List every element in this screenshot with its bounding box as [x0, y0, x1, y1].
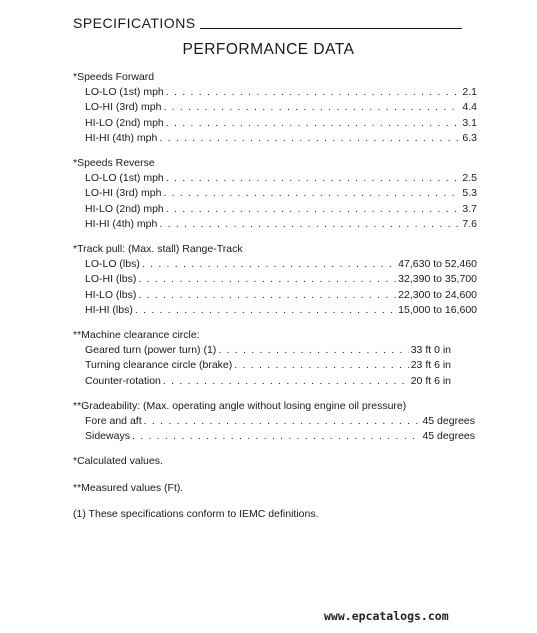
- row-label: HI-HI (4th) mph: [85, 217, 158, 230]
- spec-row: [73, 202, 477, 217]
- row-value: 2.5: [462, 172, 477, 185]
- footnote-iemc: (1) These specifications conform to IEMC definitions.: [73, 507, 319, 520]
- spec-row: [73, 429, 475, 444]
- footnote-calculated: *Calculated values.: [73, 455, 163, 468]
- section-heading: *Speeds Forward: [73, 71, 155, 83]
- section-heading: *Track pull: (Max. stall) Range-Track: [73, 243, 243, 256]
- row-label: Counter-rotation: [85, 374, 161, 387]
- row-label: LO-HI (3rd) mph: [85, 187, 162, 200]
- spec-row: [73, 186, 477, 201]
- row-label: HI-LO (2nd) mph: [85, 116, 164, 129]
- spec-row: [73, 272, 477, 287]
- row-label: HI-HI (lbs): [85, 303, 133, 316]
- spec-row: [73, 257, 477, 272]
- row-label: Fore and aft: [85, 415, 142, 428]
- spec-row: [73, 131, 477, 146]
- row-label: Turning clearance circle (brake): [85, 359, 233, 372]
- section-heading: **Gradeability: (Max. operating angle without losing engine oil pressure): [73, 399, 407, 412]
- spec-row: [73, 116, 477, 131]
- dot-leader: [138, 288, 396, 303]
- watermark: www.epcatalogs.com: [324, 609, 449, 623]
- footnote-measured: **Measured values (Ft).: [73, 481, 184, 494]
- spec-row: [73, 171, 477, 186]
- spec-row: [73, 217, 477, 232]
- dot-leader: [132, 429, 421, 444]
- spec-row: [73, 85, 477, 100]
- dot-leader: [163, 186, 460, 201]
- spec-row: [73, 374, 451, 389]
- dot-leader: [159, 217, 460, 232]
- row-value: 4.4: [462, 101, 477, 114]
- spec-row: [73, 414, 475, 429]
- dot-leader: [142, 257, 396, 272]
- dot-leader: [138, 272, 396, 287]
- row-value: 45 degrees: [422, 415, 475, 428]
- dot-leader: [166, 202, 461, 217]
- spec-row: [73, 303, 477, 318]
- dot-leader: [159, 131, 460, 146]
- section-header: SPECIFICATIONS: [73, 15, 196, 31]
- row-value: 20 ft 6 in: [410, 374, 451, 387]
- gradeability-section: [73, 399, 473, 445]
- dot-leader: [166, 171, 461, 186]
- row-label: Sideways: [85, 430, 130, 443]
- speeds-reverse-section: [73, 156, 477, 232]
- spec-row: [73, 358, 451, 373]
- spec-sections: [73, 70, 477, 533]
- row-value: 2.1: [462, 86, 477, 99]
- row-label: HI-LO (2nd) mph: [85, 202, 164, 215]
- section-heading: *Speeds Reverse: [73, 157, 155, 170]
- row-value: 45 degrees: [422, 430, 475, 443]
- dot-leader: [163, 100, 460, 115]
- row-label: LO-LO (1st) mph: [85, 86, 164, 99]
- row-value: 23 ft 6 in: [410, 359, 451, 372]
- spec-row: [73, 288, 477, 303]
- row-value: 47,630 to 52,460: [398, 258, 477, 271]
- row-label: Geared turn (power turn) (1): [85, 344, 217, 357]
- track-pull-section: [73, 242, 477, 318]
- row-value: 3.1: [462, 116, 477, 129]
- dot-leader: [144, 414, 421, 429]
- dot-leader: [163, 374, 409, 389]
- row-label: HI-LO (lbs): [85, 288, 137, 301]
- dot-leader: [135, 303, 396, 318]
- dot-leader: [218, 343, 408, 358]
- row-value: 15,000 to 16,600: [398, 303, 477, 316]
- clearance-circle-section: [73, 328, 473, 389]
- row-value: 22,300 to 24,600: [398, 288, 477, 301]
- header-rule: [200, 28, 462, 29]
- speeds-forward-section: [73, 70, 477, 146]
- row-value: 3.7: [462, 202, 477, 215]
- row-value: 5.3: [462, 187, 477, 200]
- row-label: LO-LO (lbs): [85, 258, 140, 271]
- dot-leader: [166, 116, 461, 131]
- row-label: HI-HI (4th) mph: [85, 131, 158, 144]
- row-label: LO-HI (lbs): [85, 273, 137, 286]
- page-title: PERFORMANCE DATA: [182, 41, 355, 58]
- row-value: 6.3: [462, 131, 477, 144]
- spec-row: [73, 100, 477, 115]
- row-label: LO-LO (1st) mph: [85, 172, 164, 185]
- row-value: 33 ft 0 in: [410, 344, 451, 357]
- dot-leader: [234, 358, 408, 373]
- dot-leader: [166, 85, 461, 100]
- row-value: 7.6: [462, 217, 477, 230]
- row-label: LO-HI (3rd) mph: [85, 101, 162, 114]
- spec-row: [73, 343, 451, 358]
- section-heading: **Machine clearance circle:: [73, 329, 200, 342]
- row-value: 32,390 to 35,700: [398, 273, 477, 286]
